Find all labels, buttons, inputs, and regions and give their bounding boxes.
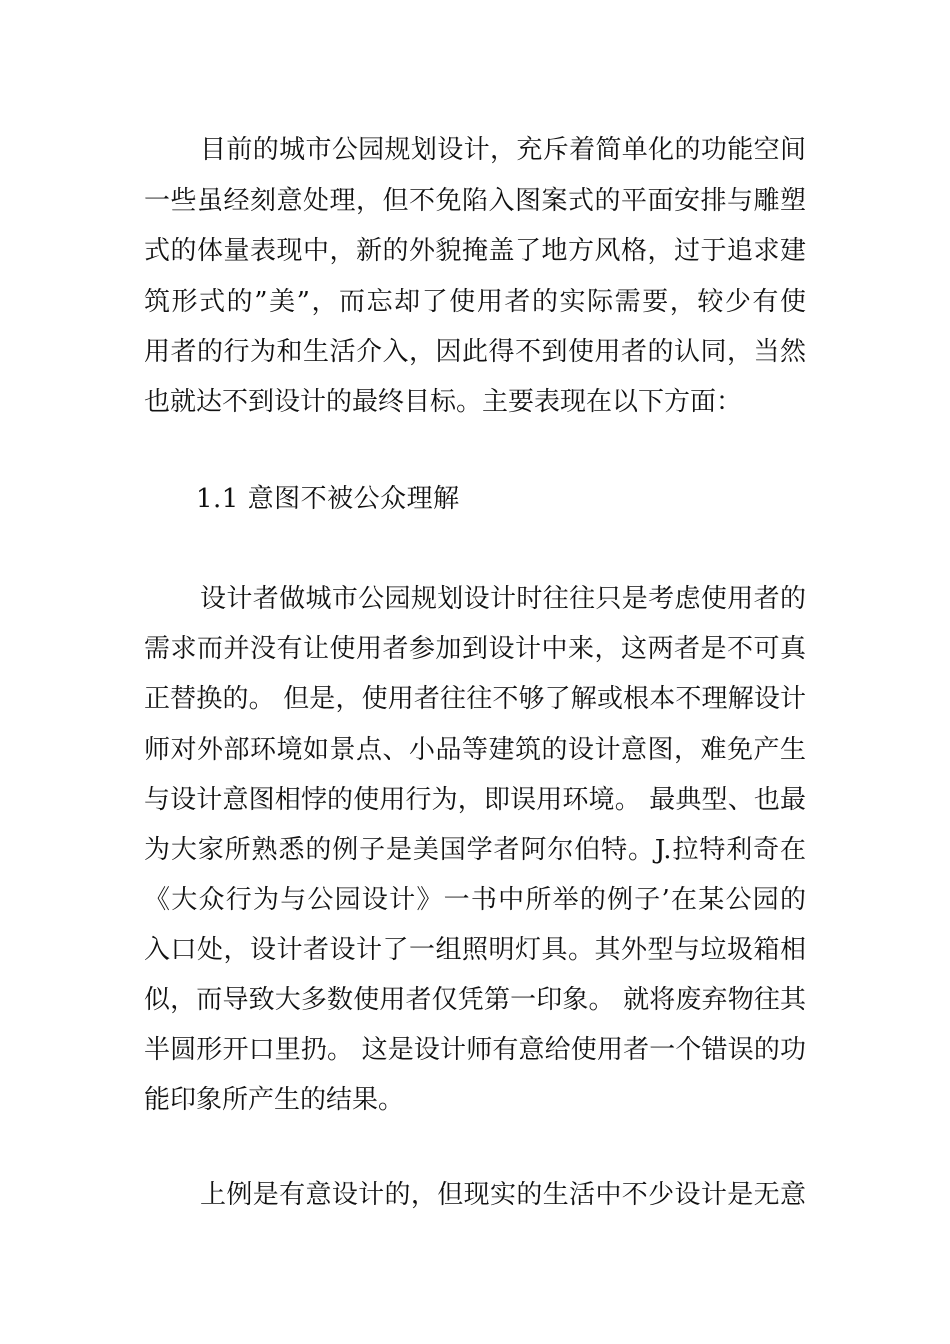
- text-line: 能印象所产生的结果。: [144, 1085, 405, 1115]
- text-line: 半圆形开口里扔。 这是设计师有意给使用者一个错误的功: [144, 1035, 806, 1065]
- text-line: 筑形式的”美”，而忘却了使用者的实际需要，较少有使: [144, 287, 806, 317]
- text-line: 入口处，设计者设计了一组照明灯具。其外型与垃圾箱相: [144, 935, 806, 965]
- section-heading: 1.1 意图不被公众理解: [196, 484, 460, 514]
- text-line: 目前的城市公园规划设计，充斥着简单化的功能空间: [200, 135, 806, 165]
- text-line: 正替换的。 但是，使用者往往不够了解或根本不理解设计: [144, 684, 806, 714]
- text-line: 为大家所熟悉的例子是美国学者阿尔伯特。J.拉特利奇在: [144, 835, 806, 865]
- text-line: 似，而导致大多数使用者仅凭第一印象。 就将废弃物往其: [144, 985, 806, 1015]
- text-line: 用者的行为和生活介入，因此得不到使用者的认同，当然: [144, 337, 806, 367]
- text-line: 设计者做城市公园规划设计时往往只是考虑使用者的: [200, 584, 806, 614]
- text-line: 一些虽经刻意处理，但不免陷入图案式的平面安排与雕塑: [144, 186, 806, 216]
- text-line: 也就达不到设计的最终目标。主要表现在以下方面：: [144, 387, 743, 417]
- text-line: 上例是有意设计的，但现实的生活中不少设计是无意: [200, 1180, 806, 1210]
- text-line: 与设计意图相悖的使用行为，即误用环境。 最典型、也最: [144, 785, 806, 815]
- text-line: 式的体量表现中，新的外貌掩盖了地方风格，过于追求建: [144, 236, 806, 266]
- text-line: 师对外部环境如景点、小品等建筑的设计意图，难免产生: [144, 735, 806, 765]
- text-line: 需求而并没有让使用者参加到设计中来，这两者是不可真: [144, 634, 806, 664]
- text-line: 《大众行为与公园设计》一书中所举的例子’在某公园的: [144, 885, 806, 915]
